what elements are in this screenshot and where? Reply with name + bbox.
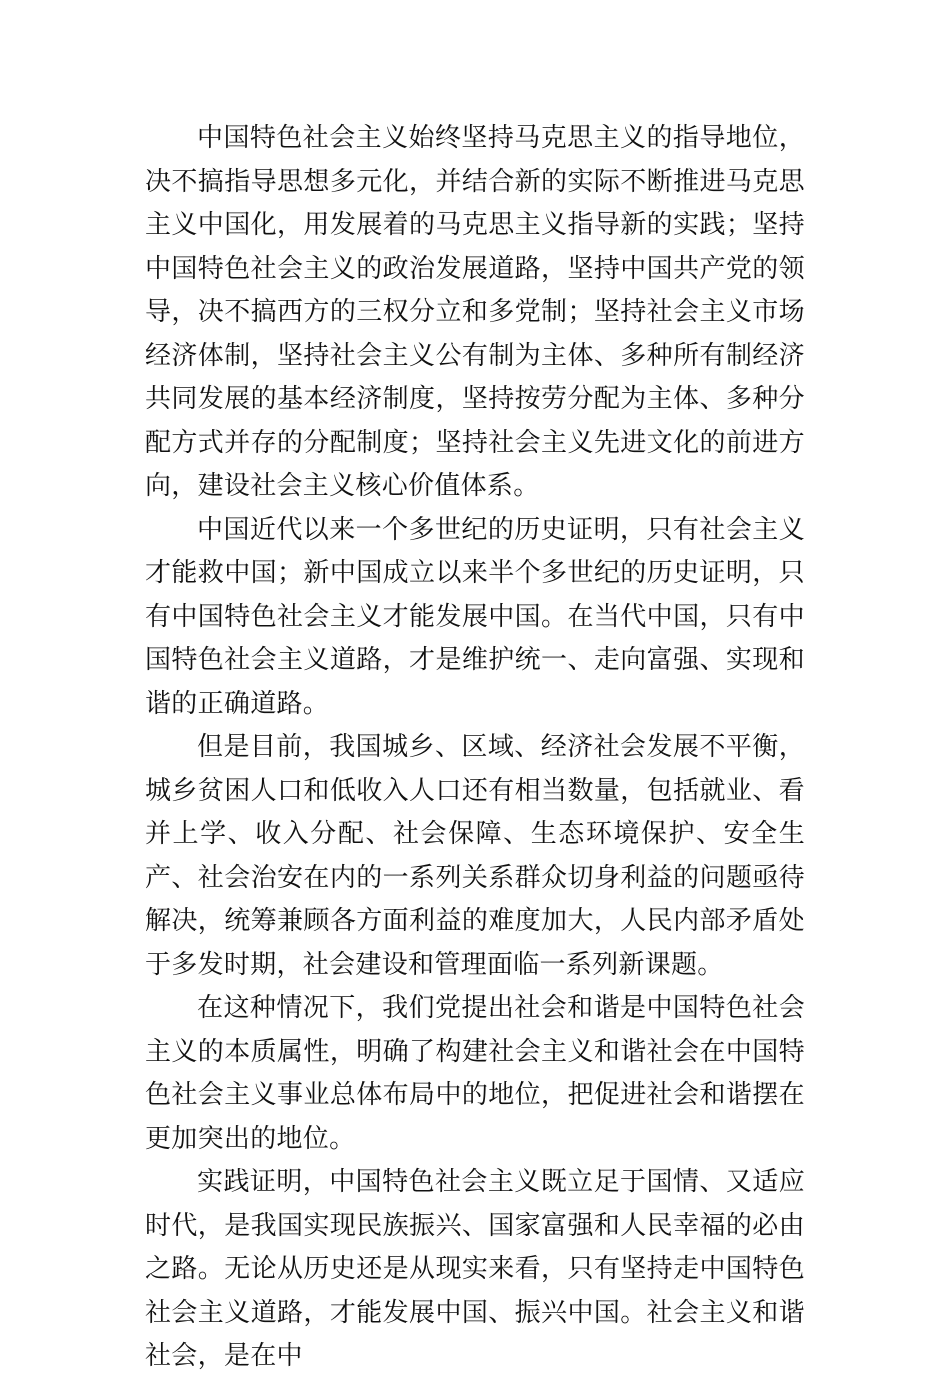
document-page	[145, 117, 805, 1379]
paragraph-4: 在这种情况下，我们党提出社会和谐是中国特色社会主义的本质属性，明确了构建社会主义和谐社会在中国特色社会主义事业总体布局中的地位，把促进社会和谐摆在更加突出的地位。	[145, 993, 805, 1154]
paragraph-3: 但是目前，我国城乡、区域、经济社会发展不平衡，城乡贫困人口和低收入人口还有相当数量，包括就业、看并上学、收入分配、社会保障、生态环境保护、安全生产、社会治安在内的一系列关系群众切身利益的问题亟待解决，统筹兼顾各方面利益的难度加大，人民内部矛盾处于多发时期，社会建设和管理面临一系列新课题。	[145, 732, 805, 980]
paragraph-1: 中国特色社会主义始终坚持马克思主义的指导地位，决不搞指导思想多元化，并结合新的实际不断推进马克思主义中国化，用发展着的马克思主义指导新的实践；坚持中国特色社会主义的政治发展道路，坚持中国共产党的领导，决不搞西方的三权分立和多党制；坚持社会主义市场经济体制，坚持社会主义公有制为主体、多种所有制经济共同发展的基本经济制度，坚持按劳分配为主体、多种分配方式并存的分配制度；坚持社会主义先进文化的前进方向，建设社会主义核心价值体系。	[145, 123, 805, 501]
paragraph-2: 中国近代以来一个多世纪的历史证明，只有社会主义才能救中国；新中国成立以来半个多世纪的历史证明，只有中国特色社会主义才能发展中国。在当代中国，只有中国特色社会主义道路，才是维护统一、走向富强、实现和谐的正确道路。	[145, 514, 805, 719]
paragraph-5: 实践证明，中国特色社会主义既立足于国情、又适应时代，是我国实现民族振兴、国家富强和人民幸福的必由之路。无论从历史还是从现实来看，只有坚持走中国特色社会主义道路，才能发展中国、振兴中国。社会主义和谐社会，是在中	[145, 1167, 805, 1371]
